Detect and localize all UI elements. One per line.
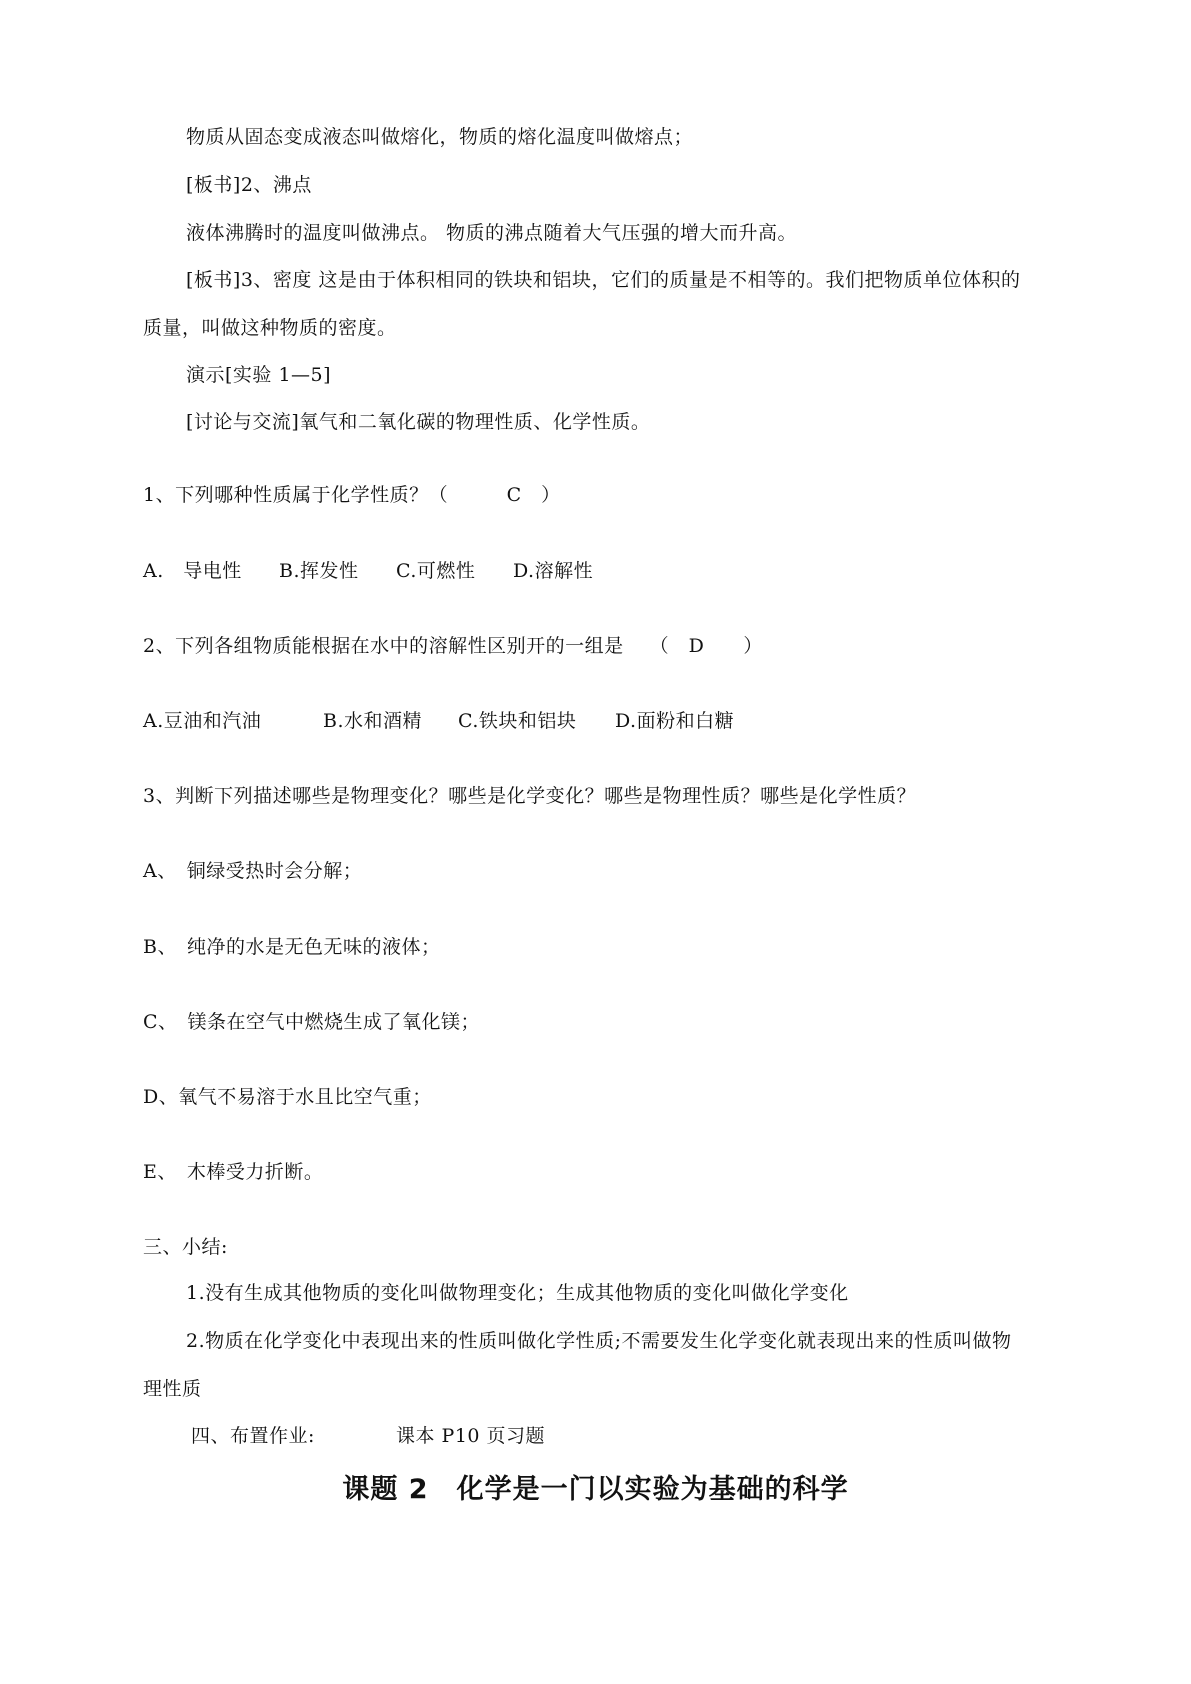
- question-1-option-b: B.挥发性: [279, 560, 359, 582]
- boiling-point-heading: [板书]2、沸点: [186, 174, 312, 196]
- summary-point-1: 1.没有生成其他物质的变化叫做物理变化；生成其他物质的变化叫做化学变化: [186, 1282, 849, 1304]
- homework-label: 四、布置作业:: [191, 1425, 315, 1447]
- question-3-stem: 3、判断下列描述哪些是物理变化？哪些是化学变化？哪些是物理性质？哪些是化学性质？: [143, 785, 917, 807]
- density-paragraph-line2: 质量，叫做这种物质的密度。: [143, 317, 397, 339]
- question-2-option-b: B.水和酒精: [323, 710, 423, 732]
- density-paragraph-line1: [板书]3、密度 这是由于体积相同的铁块和铝块，它们的质量是不相等的。我们把物质单位体积的: [186, 269, 1021, 291]
- summary-point-2-line1: 2.物质在化学变化中表现出来的性质叫做化学性质;不需要发生化学变化就表现出来的性质叫做物: [186, 1330, 1012, 1352]
- question-3-item-a: A、 铜绿受热时会分解；: [143, 860, 363, 882]
- demo-experiment: 演示[实验 1—5]: [186, 364, 332, 386]
- question-2-option-c: C.铁块和铝块: [458, 710, 577, 732]
- question-3-item-d: D、氧气不易溶于水且比空气重；: [143, 1086, 432, 1108]
- question-3-item-e: E、 木棒受力折断。: [143, 1161, 324, 1183]
- question-2-option-a: A.豆油和汽油: [143, 710, 262, 732]
- summary-point-2-line2: 理性质: [143, 1378, 202, 1400]
- question-1-option-d: D.溶解性: [513, 560, 594, 582]
- question-3-item-c: C、 镁条在空气中燃烧生成了氧化镁；: [143, 1011, 481, 1033]
- question-1-option-c: C.可燃性: [396, 560, 476, 582]
- question-2-option-d: D.面粉和白糖: [615, 710, 735, 732]
- next-lesson-title: 课题 2 化学是一门以实验为基础的科学: [342, 1474, 849, 1505]
- melting-definition: 物质从固态变成液态叫做熔化，物质的熔化温度叫做熔点；: [186, 126, 694, 148]
- summary-heading: 三、小结:: [143, 1236, 228, 1258]
- question-1-stem: 1、下列哪种性质属于化学性质？（ C ）: [143, 484, 561, 506]
- question-3-item-b: B、 纯净的水是无色无味的液体；: [143, 936, 441, 958]
- discussion-line: [讨论与交流]氧气和二氧化碳的物理性质、化学性质。: [186, 411, 651, 433]
- boiling-point-definition: 液体沸腾时的温度叫做沸点。 物质的沸点随着大气压强的增大而升高。: [186, 222, 798, 244]
- question-1-option-a: A. 导电性: [143, 560, 242, 582]
- homework-task: 课本 P10 页习题: [396, 1425, 546, 1447]
- question-2-stem: 2、下列各组物质能根据在水中的溶解性区别开的一组是 （ D ）: [143, 635, 763, 657]
